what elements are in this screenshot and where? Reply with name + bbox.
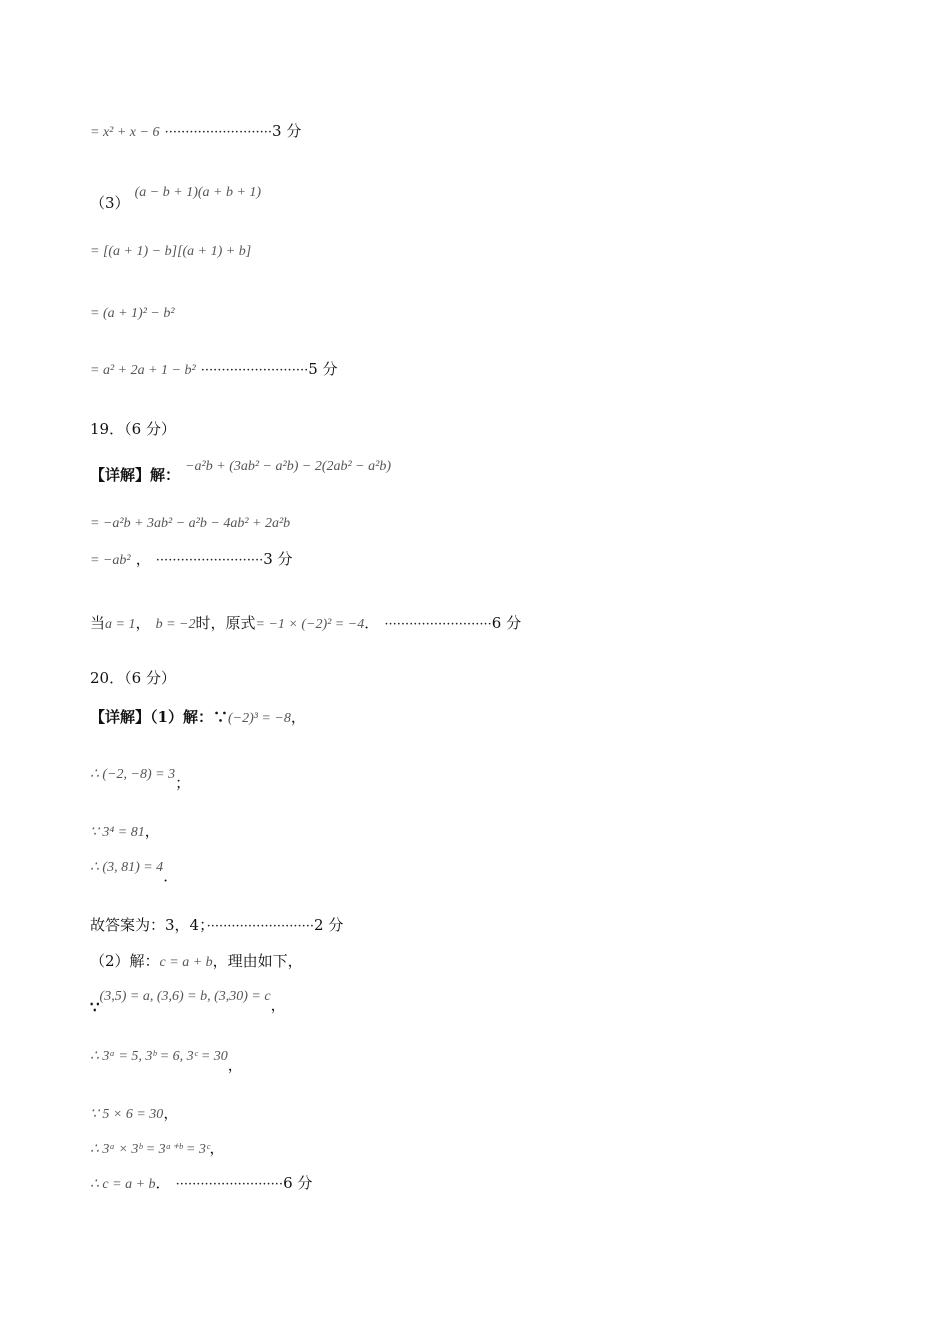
math-expression: ∴ (−2, −8) = 3 [90,767,176,782]
score: 6 分 [491,614,522,632]
line-16 [90,984,286,1016]
separator: ， [290,708,306,726]
text-when: 当 [90,614,106,632]
math-expression: = a² + 2a + 1 − b² [90,363,196,378]
math-expression: = −a²b + 3ab² − a²b − 4ab² + 2a²b [90,516,291,531]
text-original: 时，原式 [195,614,256,632]
reason-text: ，理由如下， [212,952,303,970]
line-1 [90,120,301,141]
math-expression: (−2)³ = −8 [227,711,291,726]
math-expression: ∵ 5 × 6 = 30 [90,1107,164,1122]
separator: ， [135,550,151,568]
math-b-value: b = −2 [155,617,196,632]
math-expression: = [(a + 1) − b][(a + 1) + b] [90,244,252,259]
line-19 [90,1137,225,1158]
math-expression: (3,5) = a, (3,6) = b, (3,30) = c [99,989,271,1004]
line-7 [90,512,290,532]
line-8 [90,548,293,569]
math-expression: (a − b + 1)(a + b + 1) [134,185,262,200]
separator: ； [175,774,191,792]
math-expression: ∴ 3ᵃ × 3ᵇ = 3ᵃ⁺ᵇ = 3ᶜ [90,1142,210,1157]
separator: ， [135,614,151,632]
line-4 [90,302,175,322]
leader-dots: ·························· [164,125,273,140]
math-expression: ∴ c = a + b [90,1177,156,1192]
score: 5 分 [308,360,338,378]
separator: ． [163,867,179,885]
math-expression: ∴ 3ᵃ = 5, 3ᵇ = 6, 3ᶜ = 30 [90,1049,228,1064]
math-expression: = (a + 1)² − b² [90,306,175,321]
score: 3 分 [272,122,302,140]
line-12 [90,820,160,841]
item-label: （2）解： [90,952,160,970]
math-expression: = x² + x − 6 [90,125,160,140]
line-3 [90,240,251,260]
leader-dots: ·························· [155,553,264,568]
line-18 [90,1102,178,1123]
item-label: （3） [90,194,130,212]
separator: ， [270,996,286,1014]
math-a-value: a = 1 [105,617,136,632]
math-expression: c = a + b [159,955,213,970]
leader-dots: ·························· [206,919,315,934]
question-19-heading: 19．（6 分） [90,420,176,438]
separator: ， [144,822,160,840]
line-11 [90,762,191,792]
line-13 [90,855,179,885]
separator: ． [364,614,380,632]
line-15 [90,950,303,971]
line-2 [90,180,262,212]
line-5 [90,358,338,379]
score: 3 分 [263,550,293,568]
leader-dots: ·························· [175,1177,284,1192]
math-expression: ∴ (3, 81) = 4 [90,860,164,875]
detail-label: 【详解】（1）解：∵ [90,708,228,726]
line-17 [90,1044,243,1074]
score: 2 分 [314,916,344,934]
line-14 [90,914,343,935]
question-20-heading: 20．（6 分） [90,669,176,687]
score: 6 分 [283,1174,313,1192]
math-result: = −1 × (−2)² = −4 [255,617,365,632]
math-expression: = −ab² [90,553,131,568]
separator: ． [155,1174,171,1192]
answer-text: 故答案为：3，4； [90,916,207,934]
separator: ， [209,1139,225,1157]
separator: ， [227,1056,243,1074]
line-6 [90,454,391,484]
separator: ， [163,1104,179,1122]
leader-dots: ·························· [384,617,492,632]
leader-dots: ·························· [200,363,309,378]
math-expression: ∵ 3⁴ = 81 [90,825,145,840]
line-9 [90,612,521,633]
because-symbol: ∵ [90,998,100,1016]
math-expression: −a²b + (3ab² − a²b) − 2(2ab² − a²b) [185,459,391,474]
detail-label: 【详解】解： [90,466,181,484]
line-20 [90,1172,312,1193]
line-10 [90,706,306,727]
